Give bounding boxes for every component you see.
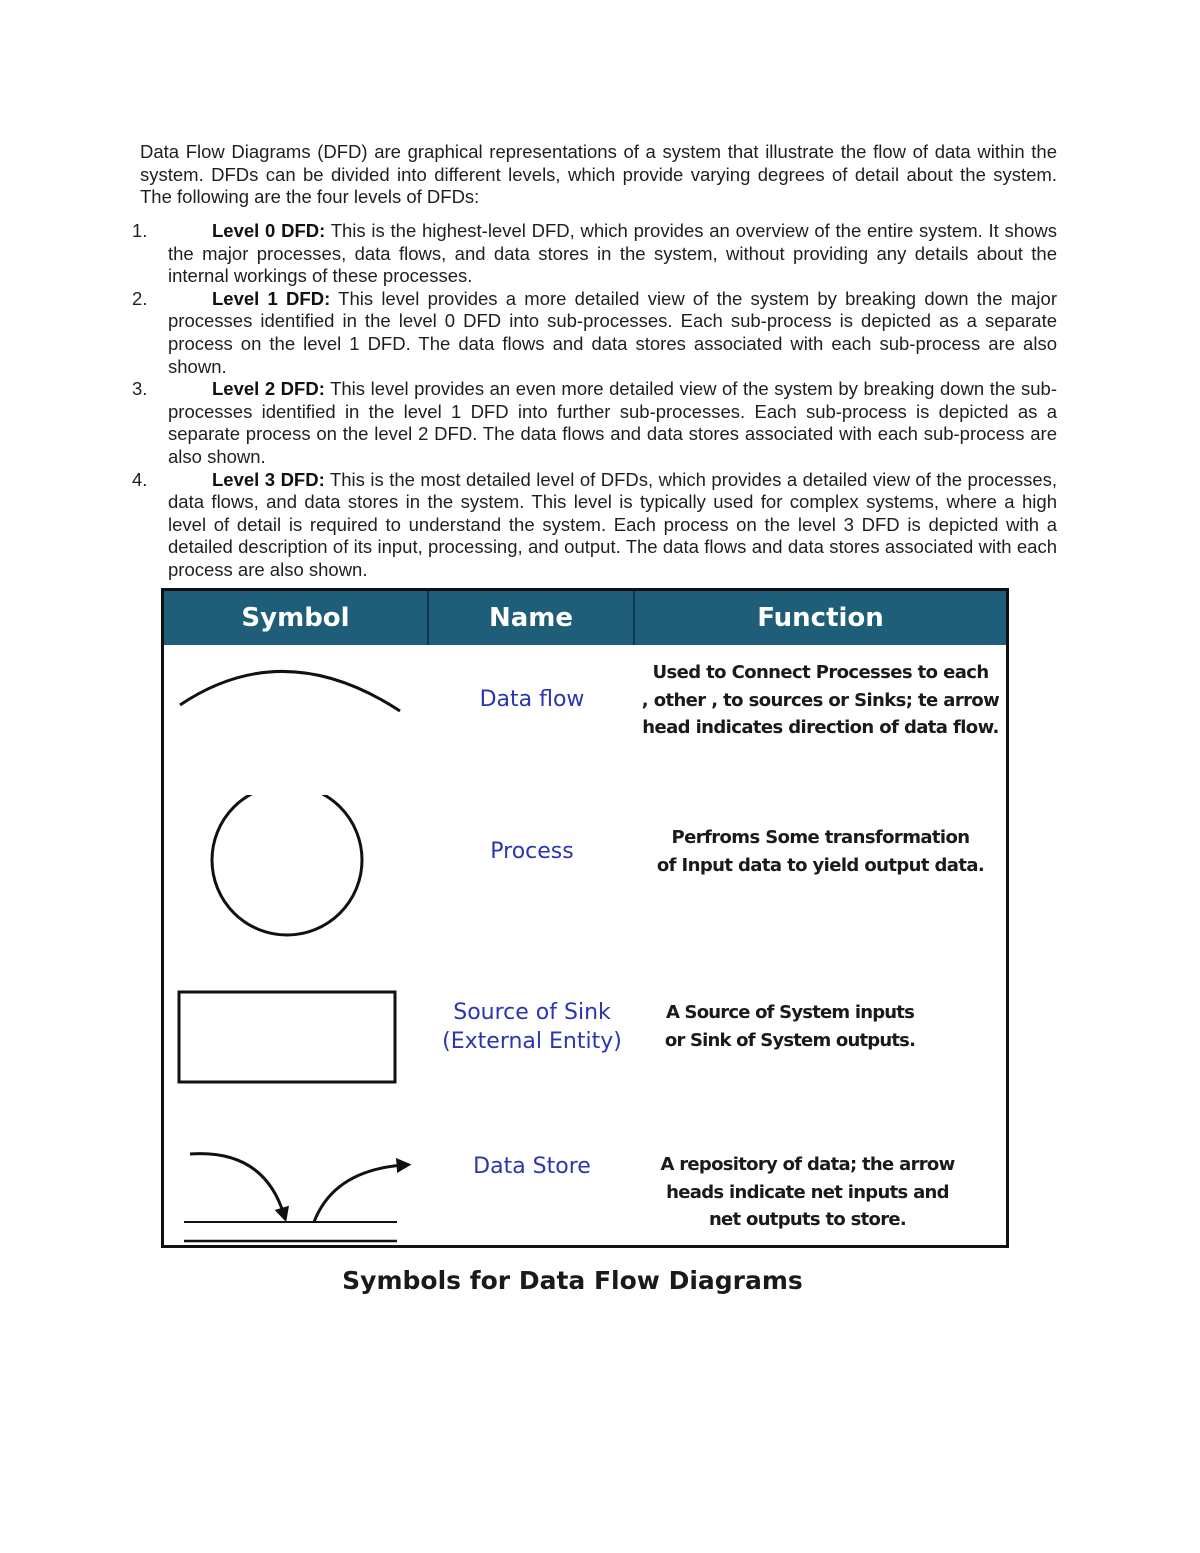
intro-paragraph: Data Flow Diagrams (DFD) are graphical representations of a system that illustrate the flow of data within the system. DFDs can be divided into different levels, which provide varying degrees of detail about the system. The following are the four levels of DFDs: <box>140 141 1057 208</box>
list-item <box>130 378 1057 468</box>
circle-icon <box>164 795 429 975</box>
level-text: This level provides a more detailed view of the system by breaking down the major processes identified in the level 0 DFD into sub-processes. Each sub-process is depicted as a separate process on the level 1 DFD. The data flows and data stores associated with each sub-process are also shown. <box>168 287 1057 377</box>
level-title: Level 3 DFD: <box>212 468 325 490</box>
rectangle-icon <box>164 975 429 1125</box>
list-number: 3. <box>132 378 148 400</box>
list-item <box>130 469 1057 582</box>
dfd-levels-list <box>130 220 1057 582</box>
symbol-name: Process <box>490 839 574 864</box>
level-text: This is the highest-level DFD, which provides an overview of the entire system. It shows the major processes, data flows, and data stores in the system, without providing any details about the internal workings of these processes. <box>168 220 1057 287</box>
header-symbol: Symbol <box>164 591 429 645</box>
level-text: This level provides an even more detailed view of the system by breaking down the sub-processes identified in the level 1 DFD into further sub-processes. Each sub-process is depicted as a separate process on the level 2 DFD. The data flows and data stores associated with each sub-process are also shown. <box>168 378 1058 467</box>
level-title: Level 2 DFD: <box>212 378 325 400</box>
symbol-function: Perfroms Some transformation of Input data to yield output data. <box>656 827 985 876</box>
symbol-name: Source of Sink (External Entity) <box>442 1000 622 1054</box>
table-row <box>164 1125 1006 1245</box>
header-function: Function <box>757 603 884 633</box>
level-title: Level 0 DFD: <box>212 220 326 241</box>
level-text: This is the most detailed level of DFDs, which provides a detailed view of the processes, data flows, and data stores in the system. This level is typically used for complex systems, where a high level of detail is required to understand the system. Each process on the level 3 DFD is depicted with a detailed description of its input, processing, and output. The data flows and data stores associated with each process are also shown. <box>168 468 1058 580</box>
symbol-function: Used to Connect Processes to each , other , to sources or Sinks; te arrow head indicates direction of data flow. <box>641 662 1000 738</box>
list-number: 1. <box>132 220 148 241</box>
table-caption: Symbols for Data Flow Diagrams <box>342 1266 803 1295</box>
symbol-function: A repository of data; the arrow heads indicate net inputs and net outputs to store. <box>660 1154 955 1230</box>
arc-arrow-icon <box>164 645 429 795</box>
table-row <box>164 975 1006 1125</box>
table-row <box>164 645 1006 795</box>
list-item <box>130 288 1057 378</box>
table-row <box>164 795 1006 975</box>
level-title: Level 1 DFD: <box>212 287 331 309</box>
table-header <box>164 591 1006 645</box>
list-number: 2. <box>132 287 148 309</box>
symbol-name: Data flow <box>479 687 585 712</box>
list-number: 4. <box>132 468 148 490</box>
data-store-icon <box>164 1125 429 1245</box>
list-item <box>130 220 1057 288</box>
symbol-function: A Source of System inputs or Sink of System outputs. <box>664 1002 916 1051</box>
header-name: Name <box>429 591 635 645</box>
symbol-name: Data Store <box>473 1154 591 1179</box>
dfd-symbols-table <box>161 588 1009 1248</box>
